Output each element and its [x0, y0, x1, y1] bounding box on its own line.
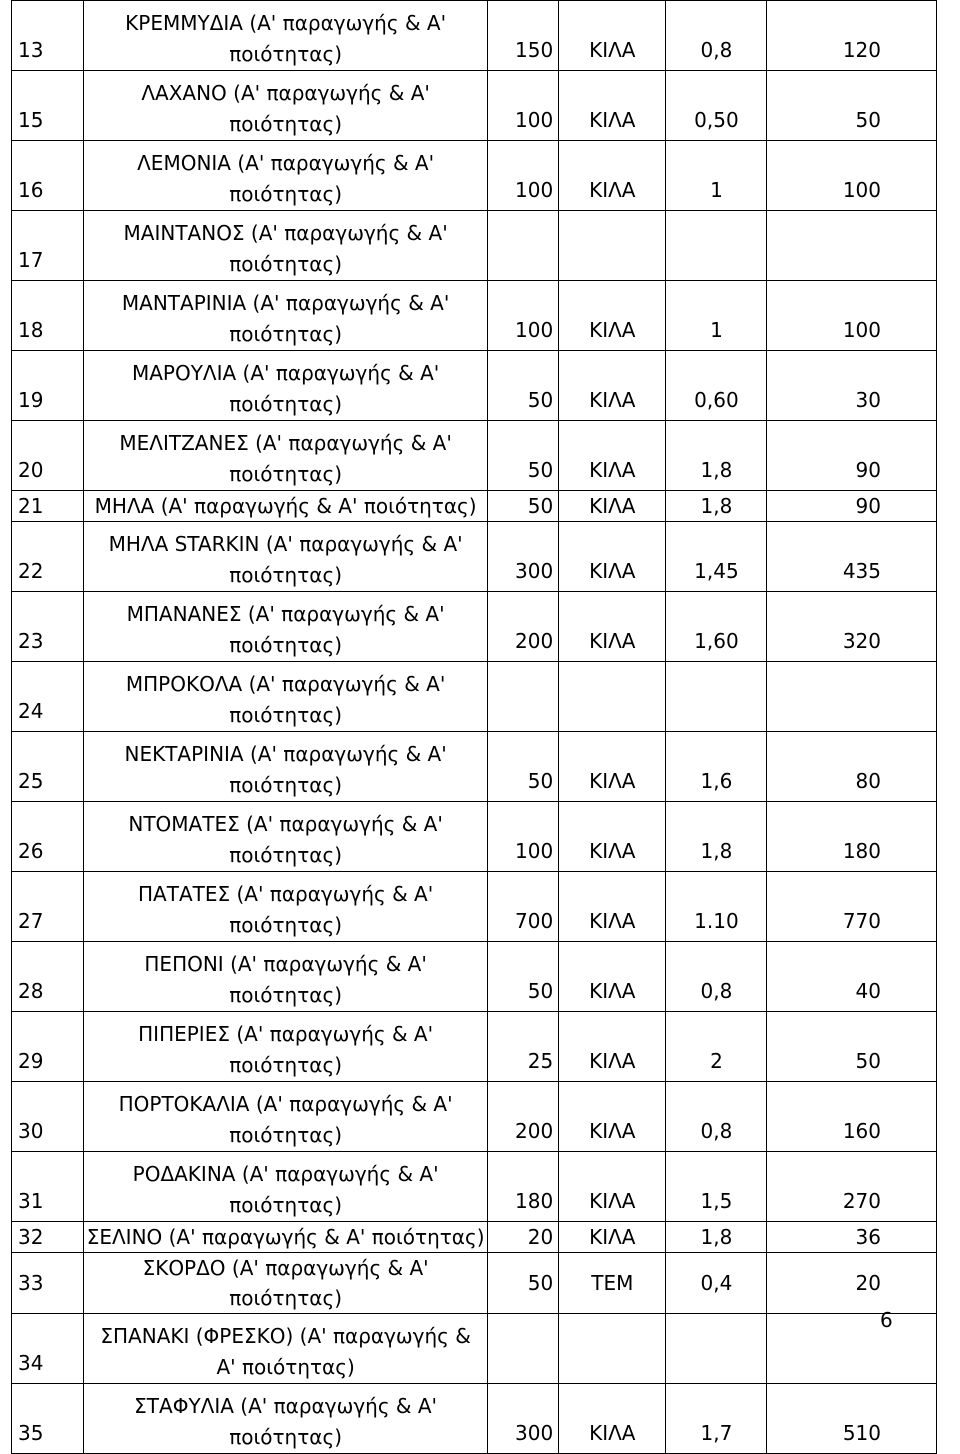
table-row — [12, 1253, 937, 1314]
quantity-cell: 50 — [487, 942, 558, 1012]
quantity-cell — [487, 1314, 558, 1384]
item-name — [84, 1152, 487, 1222]
unit-cell: ΚΙΛΑ — [559, 1384, 666, 1454]
item-name-line1: ΡΟΔΑΚΙΝΑ (Α' παραγωγής & Α' — [132, 1162, 439, 1186]
item-name — [84, 1384, 487, 1454]
item-name — [84, 1012, 487, 1082]
item-name — [84, 872, 487, 942]
page-number: 6 — [880, 1308, 893, 1332]
table-row — [12, 1082, 937, 1152]
row-number: 28 — [12, 942, 84, 1012]
item-name-line2: ποιότητας) — [229, 1123, 342, 1147]
table-row — [12, 281, 937, 351]
unit-cell: ΚΙΛΑ — [559, 71, 666, 141]
item-name-line1: ΠΟΡΤΟΚΑΛΙΑ (Α' παραγωγής & Α' — [118, 1092, 453, 1116]
unit-cell: ΚΙΛΑ — [559, 1, 666, 71]
item-name-line1: ΣΕΛΙΝΟ (Α' παραγωγής & Α' ποιότητας) — [86, 1225, 485, 1249]
row-number: 33 — [12, 1253, 84, 1314]
unit-cell: ΚΙΛΑ — [559, 1082, 666, 1152]
row-number: 21 — [12, 491, 84, 522]
item-name — [84, 71, 487, 141]
total-cell: 36 — [767, 1222, 937, 1253]
quantity-cell: 100 — [487, 71, 558, 141]
total-cell: 100 — [767, 281, 937, 351]
item-name-line2: ποιότητας) — [229, 1053, 342, 1077]
unit-cell: ΚΙΛΑ — [559, 592, 666, 662]
price-table-body — [12, 1, 937, 1454]
item-name-line1: ΜΑΙΝΤΑΝΟΣ (Α' παραγωγής & Α' — [123, 221, 448, 245]
total-cell: 30 — [767, 351, 937, 421]
price-table — [11, 0, 937, 1454]
unit-cell: ΚΙΛΑ — [559, 872, 666, 942]
item-name-line1: ΝΤΟΜΑΤΕΣ (Α' παραγωγής & Α' — [128, 812, 443, 836]
quantity-cell: 300 — [487, 1384, 558, 1454]
item-name-line2: ποιότητας) — [229, 983, 342, 1007]
unit-price-cell: 1,7 — [666, 1384, 767, 1454]
row-number: 24 — [12, 662, 84, 732]
item-name-line1: ΜΗΛΑ (Α' παραγωγής & Α' ποιότητας) — [94, 494, 477, 518]
quantity-cell: 50 — [487, 1253, 558, 1314]
unit-price-cell: 1 — [666, 141, 767, 211]
item-name — [84, 421, 487, 491]
quantity-cell: 200 — [487, 592, 558, 662]
table-row — [12, 732, 937, 802]
item-name-line2: ποιότητας) — [229, 112, 342, 136]
unit-cell: ΚΙΛΑ — [559, 942, 666, 1012]
item-name-line2: ποιότητας) — [229, 42, 342, 66]
quantity-cell: 100 — [487, 281, 558, 351]
item-name-line1: ΚΡΕΜΜΥΔΙΑ (Α' παραγωγής & Α' — [125, 11, 447, 35]
unit-price-cell: 0,60 — [666, 351, 767, 421]
item-name — [84, 522, 487, 592]
table-row — [12, 491, 937, 522]
quantity-cell: 50 — [487, 421, 558, 491]
item-name-line2: ποιότητας) — [229, 773, 342, 797]
total-cell: 50 — [767, 71, 937, 141]
item-name-line2: ποιότητας) — [229, 392, 342, 416]
row-number: 25 — [12, 732, 84, 802]
unit-cell: ΚΙΛΑ — [559, 522, 666, 592]
item-name-line2: ποιότητας) — [229, 913, 342, 937]
item-name — [84, 662, 487, 732]
item-name-line2: ποιότητας) — [229, 462, 342, 486]
row-number: 34 — [12, 1314, 84, 1384]
unit-price-cell: 0,4 — [666, 1253, 767, 1314]
row-number: 18 — [12, 281, 84, 351]
table-row — [12, 1314, 937, 1384]
table-row — [12, 211, 937, 281]
table-row — [12, 592, 937, 662]
table-row — [12, 421, 937, 491]
table-row — [12, 1012, 937, 1082]
item-name — [84, 942, 487, 1012]
unit-price-cell: 1,8 — [666, 491, 767, 522]
unit-cell: ΚΙΛΑ — [559, 1222, 666, 1253]
unit-price-cell: 0,8 — [666, 942, 767, 1012]
unit-price-cell: 1,5 — [666, 1152, 767, 1222]
row-number: 27 — [12, 872, 84, 942]
unit-price-cell: 1,60 — [666, 592, 767, 662]
unit-price-cell: 1.10 — [666, 872, 767, 942]
total-cell: 180 — [767, 802, 937, 872]
quantity-cell: 100 — [487, 802, 558, 872]
table-row — [12, 1222, 937, 1253]
total-cell: 80 — [767, 732, 937, 802]
row-number: 20 — [12, 421, 84, 491]
item-name-line2: Α' ποιότητας) — [216, 1355, 355, 1379]
unit-price-cell — [666, 1314, 767, 1384]
item-name — [84, 732, 487, 802]
unit-price-cell: 1,8 — [666, 421, 767, 491]
unit-price-cell: 1,8 — [666, 802, 767, 872]
item-name-line1: ΜΗΛΑ STARKIN (Α' παραγωγής & Α' — [108, 532, 463, 556]
item-name-line1: ΛΕΜΟΝΙΑ (Α' παραγωγής & Α' — [137, 151, 435, 175]
table-row — [12, 1, 937, 71]
quantity-cell: 180 — [487, 1152, 558, 1222]
row-number: 35 — [12, 1384, 84, 1454]
unit-price-cell: 0,8 — [666, 1, 767, 71]
item-name-line2: ποιότητας) — [229, 703, 342, 727]
table-row — [12, 522, 937, 592]
item-name — [84, 351, 487, 421]
total-cell: 435 — [767, 522, 937, 592]
item-name-line1: ΣΚΟΡΔΟ (Α' παραγωγής & Α' ποιότητας) — [142, 1256, 429, 1310]
table-row — [12, 71, 937, 141]
table-row — [12, 942, 937, 1012]
total-cell: 90 — [767, 491, 937, 522]
item-name-line1: ΠΙΠΕΡΙΕΣ (Α' παραγωγής & Α' — [138, 1022, 434, 1046]
unit-price-cell: 0,8 — [666, 1082, 767, 1152]
quantity-cell: 25 — [487, 1012, 558, 1082]
unit-cell: ΚΙΛΑ — [559, 491, 666, 522]
item-name — [84, 281, 487, 351]
item-name-line1: ΜΑΝΤΑΡΙΝΙΑ (Α' παραγωγής & Α' — [121, 291, 450, 315]
table-row — [12, 802, 937, 872]
unit-price-cell: 1,45 — [666, 522, 767, 592]
row-number: 22 — [12, 522, 84, 592]
item-name-line1: ΝΕΚΤΑΡΙΝΙΑ (Α' παραγωγής & Α' — [124, 742, 447, 766]
row-number: 26 — [12, 802, 84, 872]
row-number: 19 — [12, 351, 84, 421]
total-cell: 90 — [767, 421, 937, 491]
item-name-line2: ποιότητας) — [229, 1425, 342, 1449]
item-name-line2: ποιότητας) — [229, 182, 342, 206]
item-name — [84, 1253, 487, 1314]
quantity-cell: 50 — [487, 351, 558, 421]
row-number: 15 — [12, 71, 84, 141]
quantity-cell: 150 — [487, 1, 558, 71]
total-cell: 120 — [767, 1, 937, 71]
row-number: 17 — [12, 211, 84, 281]
item-name-line1: ΣΠΑΝΑΚΙ (ΦΡΕΣΚΟ) (Α' παραγωγής & — [100, 1324, 471, 1348]
total-cell: 20 — [767, 1253, 937, 1314]
total-cell: 100 — [767, 141, 937, 211]
item-name — [84, 1314, 487, 1384]
row-number: 31 — [12, 1152, 84, 1222]
unit-cell — [559, 662, 666, 732]
total-cell: 50 — [767, 1012, 937, 1082]
unit-price-cell: 1,8 — [666, 1222, 767, 1253]
unit-price-cell — [666, 211, 767, 281]
quantity-cell: 50 — [487, 491, 558, 522]
item-name — [84, 1222, 487, 1253]
quantity-cell: 700 — [487, 872, 558, 942]
total-cell — [767, 1314, 937, 1384]
row-number: 29 — [12, 1012, 84, 1082]
table-row — [12, 1384, 937, 1454]
item-name-line2: ποιότητας) — [229, 563, 342, 587]
unit-cell: ΚΙΛΑ — [559, 141, 666, 211]
table-row — [12, 662, 937, 732]
item-name-line1: ΜΑΡΟΥΛΙΑ (Α' παραγωγής & Α' — [131, 361, 440, 385]
total-cell: 320 — [767, 592, 937, 662]
unit-cell: ΚΙΛΑ — [559, 421, 666, 491]
item-name-line1: ΣΤΑΦΥΛΙΑ (Α' παραγωγής & Α' — [134, 1394, 438, 1418]
item-name-line2: ποιότητας) — [229, 322, 342, 346]
unit-price-cell: 2 — [666, 1012, 767, 1082]
unit-cell: ΚΙΛΑ — [559, 1012, 666, 1082]
unit-cell: ΚΙΛΑ — [559, 802, 666, 872]
item-name — [84, 141, 487, 211]
quantity-cell — [487, 211, 558, 281]
total-cell: 40 — [767, 942, 937, 1012]
item-name — [84, 211, 487, 281]
row-number: 13 — [12, 1, 84, 71]
quantity-cell: 300 — [487, 522, 558, 592]
total-cell — [767, 211, 937, 281]
unit-cell: ΚΙΛΑ — [559, 1152, 666, 1222]
row-number: 32 — [12, 1222, 84, 1253]
unit-cell — [559, 1314, 666, 1384]
unit-price-cell: 1 — [666, 281, 767, 351]
quantity-cell: 20 — [487, 1222, 558, 1253]
unit-price-cell: 1,6 — [666, 732, 767, 802]
total-cell — [767, 662, 937, 732]
item-name — [84, 1082, 487, 1152]
total-cell: 270 — [767, 1152, 937, 1222]
item-name-line1: ΜΠΡΟΚΟΛΑ (Α' παραγωγής & Α' — [125, 672, 446, 696]
item-name-line1: ΜΕΛΙΤΖΑΝΕΣ (Α' παραγωγής & Α' — [119, 431, 452, 455]
table-row — [12, 141, 937, 211]
total-cell: 770 — [767, 872, 937, 942]
quantity-cell: 100 — [487, 141, 558, 211]
item-name-line2: ποιότητας) — [229, 1193, 342, 1217]
table-row — [12, 1152, 937, 1222]
total-cell: 160 — [767, 1082, 937, 1152]
table-row — [12, 872, 937, 942]
item-name-line2: ποιότητας) — [229, 843, 342, 867]
quantity-cell — [487, 662, 558, 732]
item-name — [84, 592, 487, 662]
item-name-line1: ΛΑΧΑΝΟ (Α' παραγωγής & Α' — [141, 81, 430, 105]
unit-cell: ΚΙΛΑ — [559, 281, 666, 351]
unit-cell — [559, 211, 666, 281]
row-number: 30 — [12, 1082, 84, 1152]
unit-cell: ΚΙΛΑ — [559, 351, 666, 421]
unit-price-cell: 0,50 — [666, 71, 767, 141]
row-number: 23 — [12, 592, 84, 662]
item-name-line2: ποιότητας) — [229, 633, 342, 657]
unit-cell: ΤΕΜ — [559, 1253, 666, 1314]
row-number: 16 — [12, 141, 84, 211]
item-name-line1: ΠΑΤΑΤΕΣ (Α' παραγωγής & Α' — [138, 882, 434, 906]
quantity-cell: 50 — [487, 732, 558, 802]
item-name — [84, 802, 487, 872]
item-name-line1: ΠΕΠΟΝΙ (Α' παραγωγής & Α' — [144, 952, 427, 976]
quantity-cell: 200 — [487, 1082, 558, 1152]
unit-cell: ΚΙΛΑ — [559, 732, 666, 802]
item-name-line1: ΜΠΑΝΑΝΕΣ (Α' παραγωγής & Α' — [126, 602, 445, 626]
table-row — [12, 351, 937, 421]
item-name — [84, 1, 487, 71]
item-name-line2: ποιότητας) — [229, 252, 342, 276]
total-cell: 510 — [767, 1384, 937, 1454]
unit-price-cell — [666, 662, 767, 732]
item-name — [84, 491, 487, 522]
